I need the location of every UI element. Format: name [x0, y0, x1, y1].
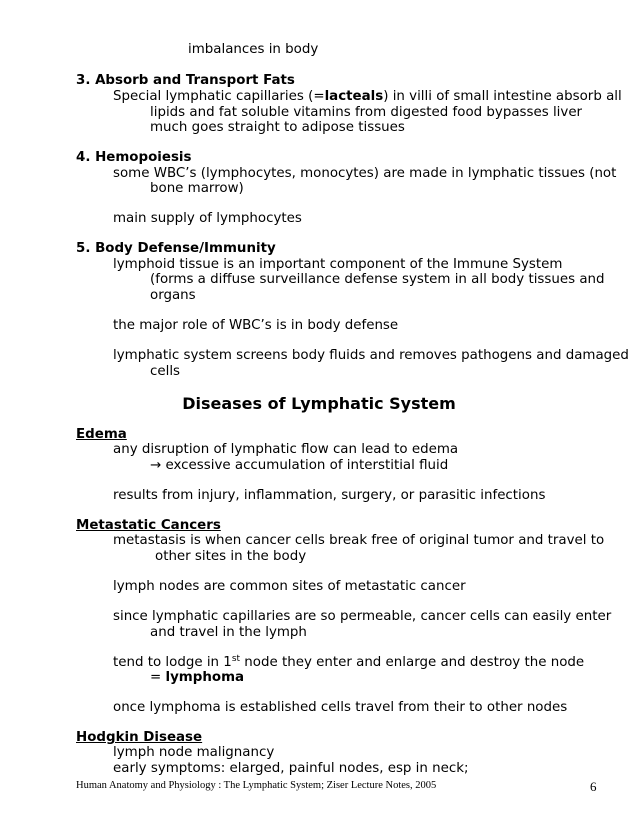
absorb-paragraph-line-3: much goes straight to adipose tissues [150, 120, 405, 135]
heading-hodgkin-disease: Hodgkin Disease [76, 730, 203, 745]
metastatic-paragraph-line-2: other sites in the body [155, 549, 307, 564]
absorb-text-post: ) in villi of small intestine absorb all [383, 89, 622, 104]
edema-paragraph-line-1: any disruption of lymphatic flow can lead to edema [113, 442, 459, 457]
hodgkin-paragraph-2: early symptoms: elarged, painful nodes, esp in neck; [113, 761, 469, 776]
page-number: 6 [590, 779, 597, 794]
metastatic-paragraph-3-line-2: and travel in the lymph [150, 625, 307, 640]
page-footer: Human Anatomy and Physiology : The Lymphatic System; Ziser Lecture Notes, 2005 [76, 780, 437, 791]
defense-paragraph-line-3: organs [150, 288, 196, 303]
defense-paragraph-3-line-1: lymphatic system screens body fluids and removes pathogens and damaged [113, 348, 629, 363]
edema-paragraph-2: results from injury, inflammation, surgery, or parasitic infections [113, 488, 546, 503]
defense-paragraph-2: the major role of WBC’s is in body defense [113, 318, 399, 333]
heading-edema: Edema [76, 427, 127, 442]
hemopoiesis-paragraph-line-1: some WBC’s (lymphocytes, monocytes) are made in lymphatic tissues (not [113, 166, 617, 181]
absorb-paragraph-line-2: lipids and fat soluble vitamins from digested food bypasses liver [150, 105, 583, 120]
defense-paragraph-line-2: (forms a diffuse surveillance defense system in all body tissues and [150, 272, 605, 287]
lodge-text-post: node they enter and enlarge and destroy the node [240, 655, 585, 670]
absorb-paragraph-line-1 [113, 89, 622, 105]
hodgkin-paragraph-1: lymph node malignancy [113, 745, 275, 760]
lodge-text-pre: tend to lodge in 1 [113, 655, 232, 670]
metastatic-paragraph-4-line-1 [113, 655, 584, 671]
equals-sign: = [150, 670, 166, 685]
hemopoiesis-paragraph-line-2: bone marrow) [150, 181, 244, 196]
absorb-text-pre: Special lymphatic capillaries (= [113, 89, 325, 104]
heading-metastatic-cancers: Metastatic Cancers [76, 518, 221, 533]
intro-continuation: imbalances in body [188, 42, 319, 57]
hemopoiesis-paragraph-2: main supply of lymphocytes [113, 211, 302, 226]
metastatic-paragraph-line-1: metastasis is when cancer cells break free of original tumor and travel to [113, 533, 605, 548]
lacteals-term: lacteals [324, 89, 384, 104]
defense-paragraph-3-line-2: cells [150, 364, 181, 379]
metastatic-paragraph-3-line-1: since lymphatic capillaries are so permeable, cancer cells can easily enter [113, 609, 612, 624]
heading-body-defense: 5. Body Defense/Immunity [76, 241, 276, 256]
defense-paragraph-line-1: lymphoid tissue is an important component of the Immune System [113, 257, 563, 272]
first-superscript: st [231, 654, 241, 664]
edema-paragraph-line-2: → excessive accumulation of interstitial fluid [150, 458, 449, 473]
heading-absorb-transport-fats: 3. Absorb and Transport Fats [76, 73, 295, 88]
metastatic-paragraph-5: once lymphoma is established cells travel from their to other nodes [113, 700, 568, 715]
lymphoma-term: lymphoma [165, 670, 245, 685]
metastatic-paragraph-4-line-2 [150, 670, 244, 686]
diseases-title: Diseases of Lymphatic System [182, 394, 456, 413]
metastatic-paragraph-2: lymph nodes are common sites of metastatic cancer [113, 579, 466, 594]
heading-hemopoiesis: 4. Hemopoiesis [76, 150, 192, 165]
